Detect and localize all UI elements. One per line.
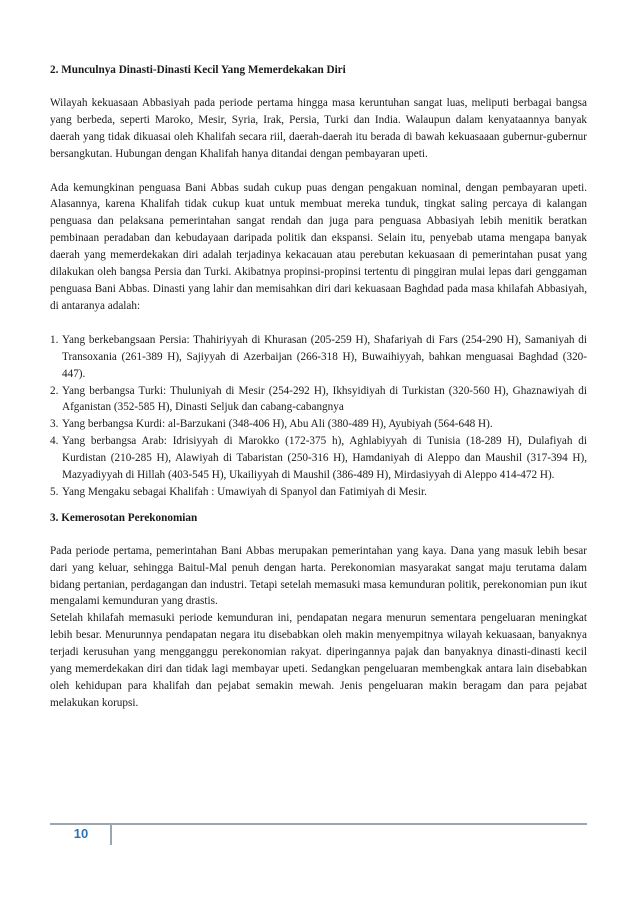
page-number: 10 xyxy=(73,826,89,841)
list-item xyxy=(50,416,587,433)
footer-divider xyxy=(50,823,587,825)
list-number: 1. xyxy=(50,333,59,346)
section-2-paragraph-2: Ada kemungkinan penguasa Bani Abbas sudah cukup puas dengan pengakuan nominal, dengan pembayaran upeti. Alasannya, karena Khalifah tidak cukup kuat untuk membuat mereka tunduk, tingkat saling percaya di kalangan penguasa dan pelaksana pemerintahan sangat rendah dan juga para penguasa Abbasiyah lebih menitik beratkan pembinaan peradaban dan kebudayaan daripada politik dan ekspansi. Selain itu, penyebab utama mengapa banyak daerah yang memerdekakan diri adalah terjadinya kekacauan atau perebutan kekuasaan di pemerintahan pusat yang dilakukan oleh bangsa Persia dan Turki. Akibatnya propinsi-propinsi tertentu di pinggiran mulai lepas dari genggaman penguasa Bani Abbas. Dinasti yang lahir dan memisahkan diri dari kekuasaan Baghdad pada masa khilafah Abbasiyah, di antaranya adalah: xyxy=(50,181,587,312)
list-item-text: Yang berbangsa Arab: Idrisiyyah di Marokko (172-375 h), Aghlabiyyah di Tunisia (18-289 H), Dulafiyah di Kurdistan (210-285 H), Alawiyah di Tabaristan (250-316 H), Hamdaniyah di Aleppo dan Maushil (317-394 H), Mazyadiyyah di Hillah (403-545 H), Ukailiyyah di Maushil (386-489 H), Mirdasiyyah di Aleppo 414-472 H). xyxy=(62,435,587,482)
dynasty-list xyxy=(50,332,587,501)
list-item xyxy=(50,433,587,484)
section-3-paragraph-1: Pada periode pertama, pemerintahan Bani Abbas merupakan pemerintahan yang kaya. Dana yang masuk lebih besar dari yang keluar, sehingga Baitul-Mal penuh dengan harta. Perekonomian masyarakat sangat maju terutama dalam bidang pertanian, perdagangan dan industri. Tetapi setelah memasuki masa kemunduran politik, perekonomian pun ikut mengalami kemunduran yang drastis. xyxy=(50,544,587,608)
list-item xyxy=(50,383,587,417)
list-item-text: Yang Mengaku sebagai Khalifah : Umawiyah di Spanyol dan Fatimiyah di Mesir. xyxy=(62,485,427,498)
list-number: 4. xyxy=(50,435,59,448)
list-item-text: Yang berkebangsaan Persia: Thahiriyyah di Khurasan (205-259 H), Shafariyah di Fars (254-290 H), Samaniyah di Transoxania (261-389 H), Sajiyyah di Azerbaijan (266-318 H), Buwaihiyyah, bahkan menguasai Baghdad (320-447). xyxy=(62,333,587,380)
section-3-paragraph-2: Setelah khilafah memasuki periode kemunduran ini, pendapatan negara menurun sementara pengeluaran meningkat lebih besar. Menurunnya pendapatan negara itu disebabkan oleh makin menyempitnya wilayah kekuasaan, banyaknya terjadi kerusuhan yang mengganggu perekonomian rakyat. diperingannya pajak dan banyaknya dinasti-dinasti kecil yang memerdekakan diri dan tidak lagi membayar upeti. Sedangkan pengeluaran membengkak antara lain disebabkan oleh kehidupan para khalifah dan pejabat semakin mewah. Jenis pengeluaran makin beragam dan para pejabat melakukan korupsi. xyxy=(50,612,587,709)
section-2-paragraph-1: Wilayah kekuasaan Abbasiyah pada periode pertama hingga masa keruntuhan sangat luas, meliputi berbagai bangsa yang berbeda, seperti Maroko, Mesir, Syria, Irak, Persia, Turki dan India. Walaupun dalam kenyataannya banyak daerah yang tidak dikuasai oleh Khalifah secara riil, daerah-daerah itu berada di bawah kekuasaaan gubernur-gubernur bersangkutan. Hubungan dengan Khalifah hanya ditandai dengan pembayaran upeti. xyxy=(50,96,587,160)
list-item xyxy=(50,332,587,383)
page-content xyxy=(50,62,587,729)
list-item-text: Yang berbangsa Turki: Thuluniyah di Mesir (254-292 H), Ikhsyidiyah di Turkistan (320-560 H), Ghaznawiyah di Afganistan (352-585 H), Dinasti Seljuk dan cabang-cabangnya xyxy=(62,384,587,414)
list-number: 5. xyxy=(50,485,59,498)
list-item-text: Yang berbangsa Kurdi: al-Barzukani (348-406 H), Abu Ali (380-489 H), Ayubiyah (564-648 H). xyxy=(62,418,493,431)
list-number: 2. xyxy=(50,384,59,397)
list-item xyxy=(50,484,587,501)
section-3-heading: 3. Kemerosotan Perekonomian xyxy=(50,511,198,524)
section-2-heading: 2. Munculnya Dinasti-Dinasti Kecil Yang Memerdekakan Diri xyxy=(50,64,346,76)
footer-vertical-bar xyxy=(110,825,112,845)
list-number: 3. xyxy=(50,418,59,431)
